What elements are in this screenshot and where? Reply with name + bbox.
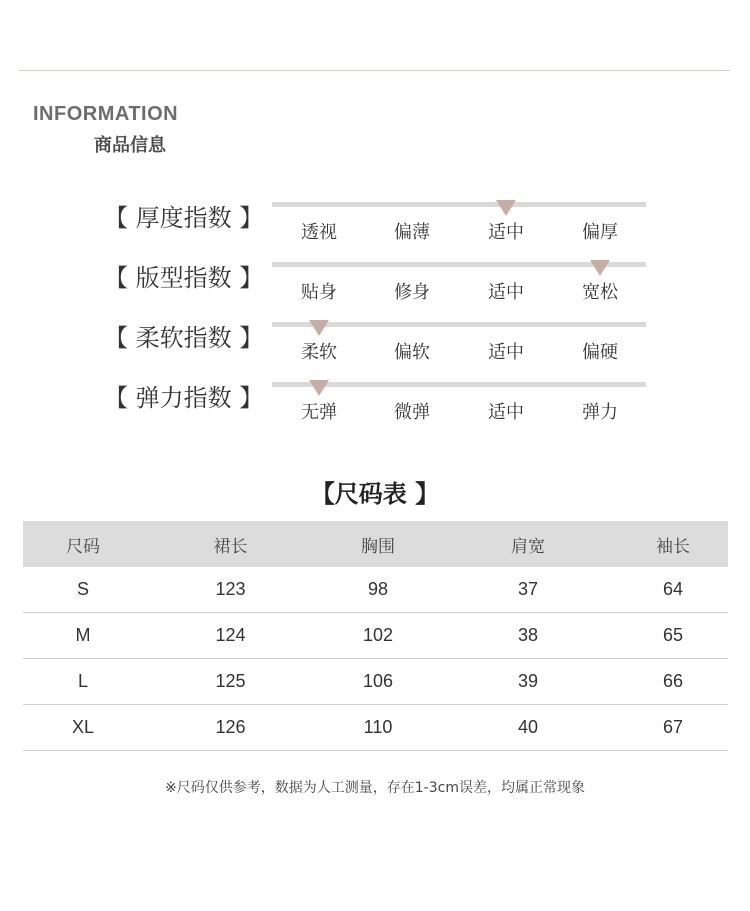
table-cell: M xyxy=(75,625,91,645)
top-divider xyxy=(18,70,730,71)
size-table xyxy=(23,521,728,751)
metric-option: 适中 xyxy=(488,402,524,423)
header-bust: 胸围 xyxy=(361,536,395,557)
metric-option: 宽松 xyxy=(582,282,618,303)
metric-label: 【 柔软指数 】 xyxy=(104,324,264,352)
table-cell: 123 xyxy=(215,579,246,599)
table-cell: 106 xyxy=(362,671,394,691)
table-cell: 110 xyxy=(363,717,393,737)
table-cell: 124 xyxy=(215,625,246,645)
metric-fit xyxy=(0,258,750,314)
metric-option: 透视 xyxy=(301,222,337,243)
section-title-cn: 商品信息 xyxy=(94,135,166,156)
table-row xyxy=(23,705,728,751)
metric-option: 弹力 xyxy=(582,402,618,423)
table-cell: 125 xyxy=(215,671,246,691)
table-cell: 66 xyxy=(662,671,684,691)
metric-option: 贴身 xyxy=(301,282,337,303)
metric-bar xyxy=(272,202,646,207)
header-shoulder: 肩宽 xyxy=(511,536,545,557)
table-cell: 37 xyxy=(517,579,539,599)
header-sleeve: 袖长 xyxy=(656,536,690,557)
table-header-row xyxy=(23,521,728,567)
table-cell: XL xyxy=(71,717,95,737)
metric-label: 【 厚度指数 】 xyxy=(104,204,264,232)
metric-option: 偏软 xyxy=(394,342,430,363)
metric-marker-icon xyxy=(309,380,329,396)
metric-label: 【 弹力指数 】 xyxy=(104,384,264,412)
table-cell: 126 xyxy=(215,717,246,737)
metric-marker-icon xyxy=(496,200,516,216)
table-cell: L xyxy=(77,671,88,691)
metric-option: 适中 xyxy=(488,342,524,363)
table-cell: 39 xyxy=(517,671,539,691)
table-cell: 38 xyxy=(517,625,539,645)
header-skirt-length: 裙长 xyxy=(213,536,248,557)
metric-option: 柔软 xyxy=(301,342,337,363)
table-cell: 65 xyxy=(662,625,684,645)
section-title-en: INFORMATION xyxy=(33,103,179,125)
table-cell: 98 xyxy=(367,579,389,599)
metric-option: 偏薄 xyxy=(394,222,430,243)
table-row xyxy=(23,659,728,705)
metric-option: 适中 xyxy=(488,282,524,303)
metric-option: 无弹 xyxy=(301,402,337,423)
metric-option: 修身 xyxy=(394,282,430,303)
size-disclaimer-note: ※尺码仅供参考，数据为人工测量，存在1-3cm误差，均属正常现象 xyxy=(165,780,585,796)
metric-option: 微弹 xyxy=(394,402,430,423)
table-cell: 40 xyxy=(517,717,539,737)
metric-label: 【 版型指数 】 xyxy=(104,264,264,292)
table-row xyxy=(23,567,728,613)
metric-marker-icon xyxy=(309,320,329,336)
metric-marker-icon xyxy=(590,260,610,276)
header-size: 尺码 xyxy=(66,536,100,557)
table-cell: 102 xyxy=(362,625,394,645)
metric-option: 偏硬 xyxy=(582,342,618,363)
table-cell: S xyxy=(76,579,89,599)
metric-softness xyxy=(0,318,750,374)
metric-elasticity xyxy=(0,378,750,434)
metric-option: 偏厚 xyxy=(582,222,618,243)
metric-option: 适中 xyxy=(488,222,524,243)
metric-thickness xyxy=(0,198,750,254)
size-table-title: 【尺码表 】 xyxy=(310,480,440,508)
table-cell: 67 xyxy=(662,717,684,737)
table-cell: 64 xyxy=(662,579,684,599)
table-row xyxy=(23,613,728,659)
